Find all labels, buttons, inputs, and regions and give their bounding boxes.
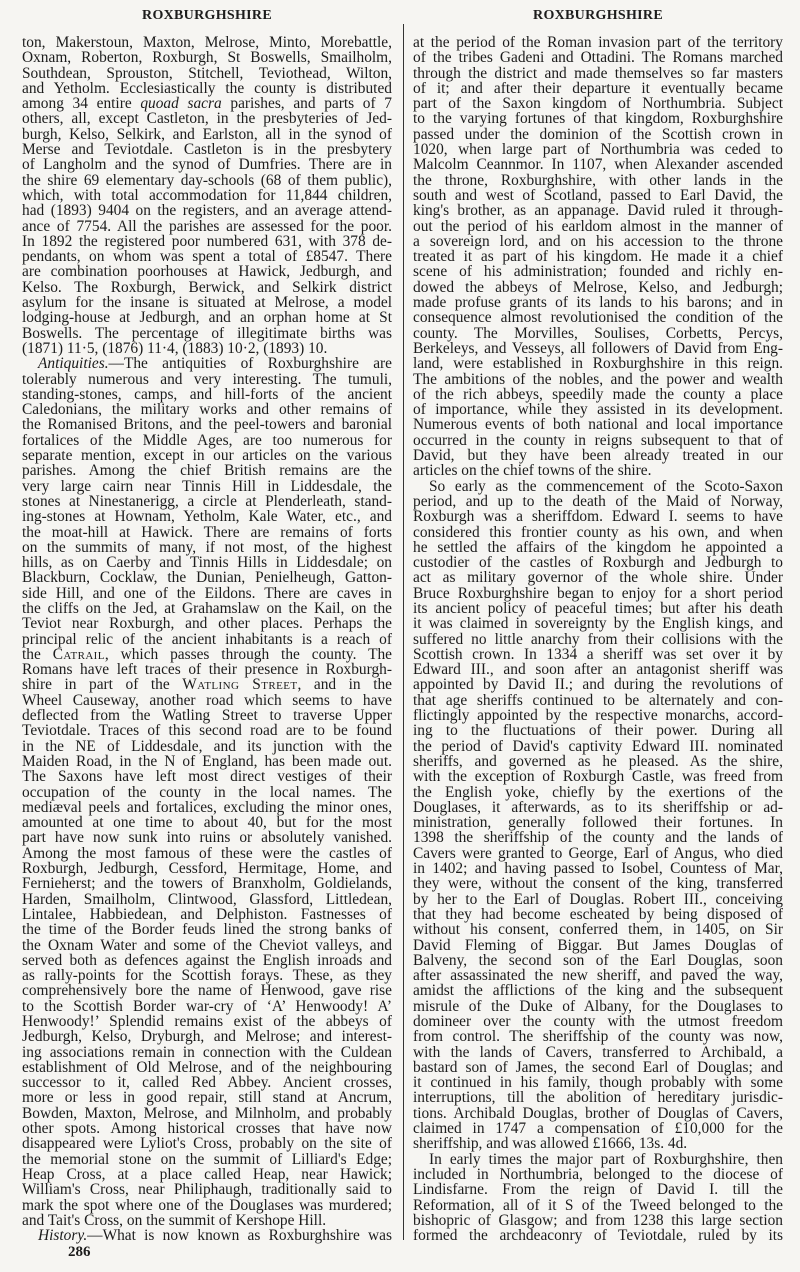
text-line: more or less in good repair, still stand at Ancrum, [22, 1089, 392, 1107]
text-line: and Yetholm. Ecclesiastically the county is distributed [22, 79, 392, 97]
text-line: Henwoody!’ Splendid remains exist of the abbeys of [22, 1013, 392, 1030]
text-segment: among 34 entire [22, 95, 141, 113]
text-line: act as military governor of the whole shire. Under [413, 569, 783, 587]
text-line: it continued in his family, though probably with some [413, 1074, 783, 1092]
text-line: establishment of Old Melrose, and of the neighbouring [22, 1058, 392, 1076]
running-header-left: ROXBURGHSHIRE [142, 8, 272, 23]
text-line: David Fleming of Biggar. But James Douglas of [413, 936, 783, 954]
text-line: part of the Saxon kingdom of Northumbria. Subject [413, 95, 783, 113]
text-line: Teviot near Roxburgh, and other places. Perhaps the [22, 615, 392, 633]
text-line: are combination poorhouses at Hawick, Jedburgh, and [22, 263, 392, 281]
text-line: Fernieherst; and the towers of Branxholm, Goldielands, [22, 875, 392, 893]
text-line: So early as the commencement of the Scoto-Saxon [429, 477, 783, 495]
right-column [413, 35, 783, 1243]
text-line: lodging-house at Jedburgh, and an orphan home at St [22, 309, 392, 327]
text-line: served both as defences against the English inroads and [22, 951, 392, 969]
text-line: custodier of the castles of Roxburgh and Jedburgh to [413, 554, 783, 572]
text-line: mediæval peels and fortalices, excluding the minor ones, [22, 798, 392, 816]
text-line: mark the spot where one of the Douglases was murdered; [22, 1196, 392, 1214]
text-line: by her to the Earl of Douglas. Robert III., conceiving [413, 890, 783, 908]
page-number: 286 [68, 1244, 91, 1260]
text-line: the English yoke, chiefly by the exertions of the [413, 783, 783, 801]
text-line: Jedburgh, Kelso, Dryburgh, and Melrose; and interest- [22, 1028, 392, 1046]
text-line: Roxburgh was a sheriffdom. Edward I. seems to have [413, 508, 783, 526]
text-line: it was claimed in sovereignty by the English kings, and [413, 615, 783, 633]
column-divider [403, 24, 404, 1240]
text-line: separate mention, except in our articles on the various [22, 447, 392, 465]
text-line: Blackburn, Cocklaw, the Dunian, Penielheugh, Gatton- [22, 569, 392, 587]
text-line: the throne, Roxburghshire, with other lands in the [413, 171, 783, 189]
text-line: from control. The sheriffship of the county was now, [413, 1028, 783, 1046]
text-line: articles on the chief towns of the shire. [413, 462, 652, 480]
text-line: Berkeleys, and Vesseys, all followers of David from Eng- [413, 339, 783, 357]
text-line: Cavers were granted to George, Earl of Angus, who died [413, 844, 783, 862]
text-line: fortalices of the Middle Ages, are too numerous for [22, 431, 392, 449]
text-line: Heap Cross, at a place called Heap, near Hawick; [22, 1165, 392, 1183]
text-line: standing-stones, camps, and hill-forts of the ancient [22, 385, 392, 403]
text-line: Reformation, all of it S of the Tweed belonged to the [413, 1196, 783, 1214]
text-line: out the period of his earldom almost in the manner of [413, 217, 783, 235]
text-line: had (1893) 9404 on the registers, and an average attend- [22, 202, 392, 220]
text-line: the time of the Border feuds lined the strong banks of [22, 921, 392, 939]
text-line: bastard son of James, the second Earl of Douglas; and [413, 1058, 783, 1076]
text-line: to the varying fortunes of that kingdom, Roxburghshire [413, 110, 783, 128]
text-line: sheriffship, and was allowed £1666, 13s. 4d. [413, 1135, 688, 1153]
text-line: dowed the abbeys of Melrose, Kelso, and Jedburgh; [413, 278, 783, 296]
text-line: Teviotdale. Traces of this second road are to be found [22, 722, 392, 740]
text-line: consequence almost revolutionised the condition of the [413, 309, 783, 327]
text-line: sheriffs, and governed as he pleased. As the shire, [413, 752, 783, 770]
text-line: 1020, when large part of Northumbria was ceded to [413, 141, 783, 159]
text-line [22, 677, 392, 692]
text-line: the Oxnam Water and some of the Cheviot valleys, and [22, 936, 392, 954]
text-line: principal relic of the ancient inhabitants is a reach of [22, 630, 392, 648]
text-line: appointed by David II.; and during the revolutions of [413, 676, 783, 694]
text-line: the moat-hill at Hawick. There are remains of forts [22, 523, 392, 541]
text-line: suffered no little anarchy from their collisions with the [413, 630, 783, 648]
text-line: claimed in 1747 a compensation of £10,000 for the [413, 1120, 783, 1138]
text-line: tolerably numerous and very interesting. The tumuli, [22, 370, 392, 388]
text-line: period, and up to the death of the Maid of Norway, [413, 492, 783, 510]
text-line: ministration, generally followed their fortunes. In [413, 814, 783, 832]
text-line: its ancient policy of peaceful times; but after his death [413, 599, 783, 617]
text-line: without his consent, conferred them, in 1405, on Sir [413, 921, 783, 939]
text-line: Bruce Roxburghshire began to enjoy for a short period [413, 584, 783, 602]
text-line: that age sheriffs continued to be alternately and con- [413, 691, 783, 709]
text-line: others, all, except Castleton, in the presbyteries of Jed- [22, 110, 392, 128]
text-line: In early times the major part of Roxburghshire, then [429, 1150, 783, 1168]
text-line: included in Northumbria, belonged to the diocese of [413, 1165, 783, 1183]
text-line: Kelso. The Roxburgh, Berwick, and Selkirk district [22, 278, 392, 296]
text-line: the period of David's captivity Edward III. nominated [413, 737, 783, 755]
text-line: Numerous events of both national and local importance [413, 416, 783, 434]
text-line: passed under the dominion of the Scottish crown in [413, 125, 783, 143]
text-line: that they had become escheated by being disposed of [413, 905, 783, 923]
text-line: misrule of the Duke of Albany, for the Douglases to [413, 997, 783, 1015]
text-line: on the summits of many, if not most, of the highest [22, 538, 392, 556]
text-line: king's brother, as an appanage. David ruled it through- [413, 202, 783, 220]
text-line: the Romanised Britons, and the peel-towers and baronial [22, 416, 392, 434]
text-line [22, 356, 392, 371]
text-line: of the tribes Gadeni and Ottadini. The Romans marched [413, 49, 783, 67]
text-line: scene of his administration; founded and richly en- [413, 263, 783, 281]
text-line: Southdean, Sprouston, Stitchell, Teviothead, Wilton, [22, 64, 392, 82]
text-line: Harden, Smailholm, Clintwood, Glassford, Littledean, [22, 890, 392, 908]
text-line: parishes. Among the chief British remains are the [22, 462, 392, 480]
text-line: ance of 7754. All the parishes are assessed for the poor. [22, 217, 392, 235]
text-line: deflected from the Watling Street to traverse Upper [22, 707, 392, 725]
text-line: Lintalee, Habbiedean, and Delphiston. Fastnesses of [22, 905, 392, 923]
text-line: hills, as on Caerby and Tinnis Hills in Liddesdale; on [22, 554, 392, 572]
text-segment: , which passes through the county. The [104, 645, 392, 663]
text-line: Among the most famous of these were the castles of [22, 844, 392, 862]
text-line: pendants, on whom was spent a total of £8547. There [22, 248, 392, 266]
text-line: formed the archdeaconry of Teviotdale, ruled by its [413, 1227, 783, 1245]
text-line: other spots. Among historical crosses that have now [22, 1120, 392, 1138]
text-line: Wheel Causeway, another road which seems to have [22, 691, 392, 709]
text-line: the memorial stone on the summit of Lilliard's Edge; [22, 1150, 392, 1168]
text-line [22, 647, 392, 662]
text-line: of it; and after their departure it eventually became [413, 79, 783, 97]
text-line: which, with total accommodation for 11,844 children, [22, 186, 392, 204]
text-line: In 1892 the registered poor numbered 631, with 378 de- [22, 232, 392, 250]
text-line: burgh, Kelso, Selkirk, and Earlston, all in the synod of [22, 125, 392, 143]
text-line: county. The Morvilles, Soulises, Corbetts, Percys, [413, 324, 783, 342]
text-line: Roxburgh, Jedburgh, Cessford, Hermitage, Home, and [22, 860, 392, 878]
text-line: ing to the fluctuations of their power. During all [413, 722, 783, 740]
text-line: through the district and made themselves so far masters [413, 64, 783, 82]
italic-text: History. [38, 1227, 88, 1245]
text-line: land, were established in Roxburghshire in this reign. [413, 355, 783, 373]
text-segment: —What is now known as Roxburghshire was [87, 1227, 392, 1245]
text-line: Scottish crown. In 1334 a sheriff was set over it by [413, 645, 783, 663]
text-segment: shire in part of the [22, 676, 183, 694]
text-line [22, 1228, 392, 1243]
text-line: Balveny, the second son of the Earl Douglas, soon [413, 951, 783, 969]
text-line: Lindisfarne. From the reign of David I. till the [413, 1181, 783, 1199]
text-segment: the [22, 645, 53, 663]
text-line: ton, Makerstoun, Maxton, Melrose, Minto, Morebattle, [22, 34, 392, 51]
running-header-right: ROXBURGHSHIRE [533, 8, 663, 23]
text-line: Merse and Teviotdale. Castleton is in the presbytery [22, 141, 392, 159]
text-line: with the lands of Cavers, transferred to Archibald, a [413, 1043, 783, 1061]
text-line: William's Cross, near Philiphaugh, traditionally said to [22, 1181, 392, 1199]
text-line: to the Scottish Border war-cry of ‘A’ Henwoody! A’ [22, 997, 392, 1015]
text-line: Caledonians, the military works and other remains of [22, 401, 392, 419]
text-line: of the rich abbeys, speedily made the county a place [413, 385, 783, 403]
text-line: flictingly appointed by the respective monarchs, accord- [413, 707, 783, 725]
text-line: as rally-points for the Scottish forays. These, as they [22, 967, 392, 985]
text-line: occurred in the county in reigns subsequent to that of [413, 431, 783, 449]
text-line: the shire 69 elementary day-schools (68 of them public), [22, 171, 392, 189]
text-line: made profuse grants of its lands to his barons; and in [413, 294, 783, 312]
text-line: a sovereign lord, and on his accession to the throne [413, 232, 783, 250]
text-line: after assassinated the new sheriff, and paved the way, [413, 967, 783, 985]
text-line: the cliffs on the Jed, at Grahamslaw on the Kail, on the [22, 599, 392, 617]
text-line: amidst the afflictions of the king and the subsequent [413, 982, 783, 1000]
text-line: of Langholm and the synod of Dumfries. There are in [22, 156, 392, 174]
text-line: interruptions, till the abolition of hereditary jurisdic- [413, 1089, 783, 1107]
text-line: successor to it, called Red Abbey. Ancient crosses, [22, 1074, 392, 1092]
text-line: comprehensively bore the name of Henwood, gave rise [22, 982, 392, 1000]
text-line: ing-stones at Hownam, Yetholm, Kale Water, etc., and [22, 508, 392, 526]
text-line: he settled the affairs of the kingdom he appointed a [413, 538, 783, 556]
text-line: they were, without the consent of the king, transferred [413, 875, 783, 893]
text-line: bishopric of Glasgow; and from 1238 this large section [413, 1211, 783, 1229]
text-line: Bowden, Maxton, Melrose, and Milnholm, and probably [22, 1104, 392, 1122]
text-line: ing associations remain in connection with the Culdean [22, 1043, 392, 1061]
text-line: Maiden Road, in the N of England, has been made out. [22, 752, 392, 770]
text-line: in the NE of Liddesdale, and its junction with the [22, 737, 392, 755]
text-line: in 1402; and having passed to Isobel, Countess of Mar, [413, 860, 783, 878]
small-caps-text: Watling Street [182, 676, 298, 694]
text-line: treated it as part of his kingdom. He made it a chief [413, 248, 783, 266]
text-line: part have now sunk into ruins or absolutely vanished. [22, 829, 392, 847]
text-line: considered this frontier county as his own, and when [413, 523, 783, 541]
text-line: occupation of the county in the local names. The [22, 783, 392, 801]
text-segment: , and in the [297, 676, 392, 694]
text-segment: —The antiquities of Roxburghshire are [108, 355, 392, 373]
text-line: 1398 the sheriffship of the county and the lands of [413, 829, 783, 847]
text-line: Romans have left traces of their presence in Roxburgh- [22, 661, 392, 679]
text-segment: parishes, and parts of 7 [221, 95, 392, 113]
text-line: Malcolm Ceannmor. In 1107, when Alexander ascended [413, 156, 783, 174]
text-line: of importance, while they assisted in its development. [413, 401, 783, 419]
text-line: Douglases, it afterwards, as to its sheriffship or ad- [413, 798, 783, 816]
text-line: (1871) 11·5, (1876) 11·4, (1883) 10·2, (1893) 10. [22, 339, 328, 357]
italic-text: quoad sacra [140, 95, 222, 113]
text-line: David, but they have been already treated in our [413, 447, 783, 465]
text-line: disappeared were Lyliot's Cross, probably on the site of [22, 1135, 392, 1153]
text-line: side Hill, and one of the Eildons. There are caves in [22, 584, 392, 602]
text-line: Edward III., and soon after an antagonist sheriff was [413, 661, 783, 679]
text-line: The ambitions of the nobles, and the power and wealth [413, 370, 783, 388]
text-line [22, 96, 392, 111]
text-line: and Tait's Cross, on the summit of Kershope Hill. [22, 1211, 327, 1229]
text-line: stones at Ninestanerigg, a circle at Plenderleath, stand- [22, 492, 392, 510]
text-line: amounted at one time to about 40, but for the most [22, 814, 392, 832]
text-line: with the exception of Roxburgh Castle, was freed from [413, 768, 783, 786]
text-line: south and west of Scotland, passed to Earl David, the [413, 186, 783, 204]
left-column [22, 35, 392, 1243]
italic-text: Antiquities. [38, 355, 109, 373]
text-line: domineer over the county with the utmost freedom [413, 1013, 783, 1030]
text-line: asylum for the insane is situated at Melrose, a model [22, 294, 392, 312]
text-line: The Saxons have left most direct vestiges of their [22, 768, 392, 786]
text-line: Boswells. The percentage of illegitimate births was [22, 324, 392, 342]
small-caps-text: Catrail [52, 645, 105, 663]
text-line: Oxnam, Roberton, Roxburgh, St Boswells, Smailholm, [22, 49, 392, 67]
text-line: tions. Archibald Douglas, brother of Douglas of Cavers, [413, 1104, 783, 1122]
text-line: at the period of the Roman invasion part of the territory [413, 34, 783, 51]
text-line: very large cairn near Tinnis Hill in Liddesdale, the [22, 477, 392, 495]
